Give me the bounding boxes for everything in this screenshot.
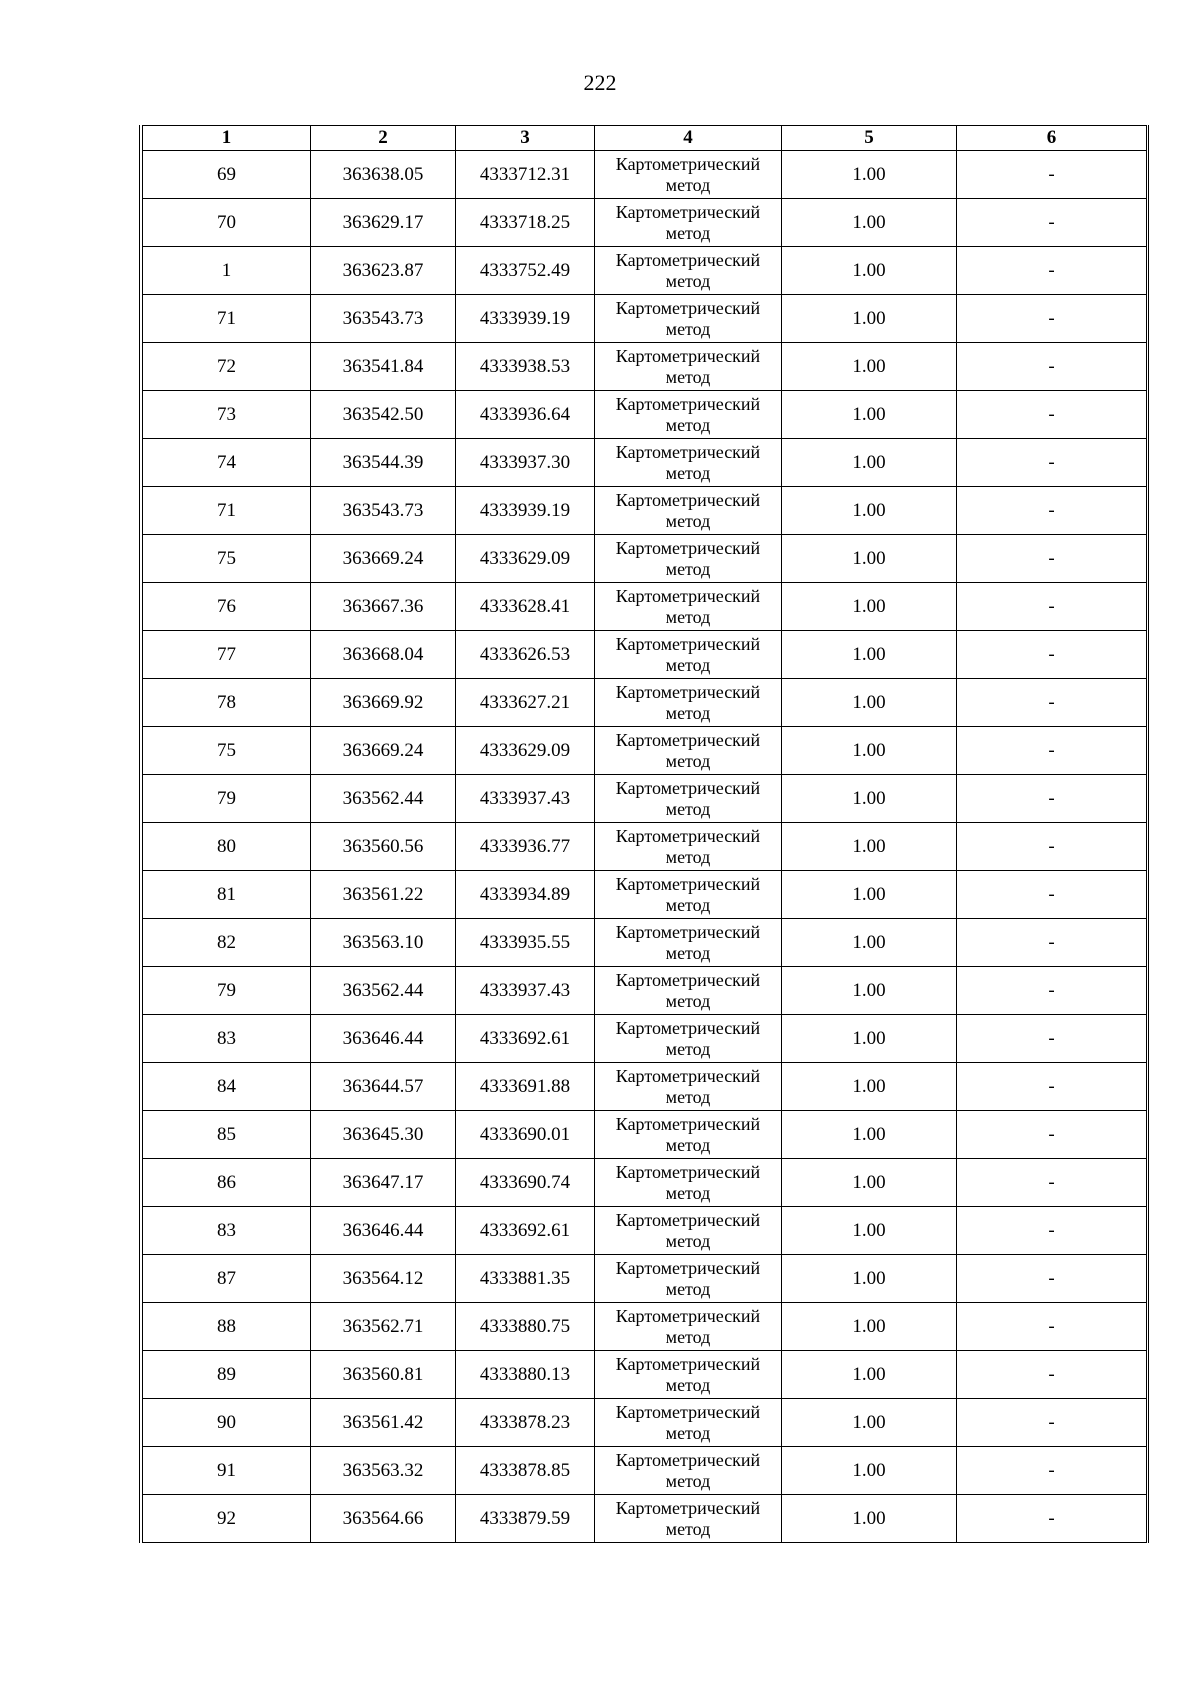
- cell-accuracy: 1.00: [782, 1063, 957, 1111]
- cell-x-coordinate: 363562.44: [311, 967, 456, 1015]
- cell-note: -: [957, 199, 1147, 247]
- cell-accuracy: 1.00: [782, 1111, 957, 1159]
- cell-x-coordinate: 363644.57: [311, 1063, 456, 1111]
- column-header-4: 4: [595, 126, 782, 151]
- cell-x-coordinate: 363543.73: [311, 295, 456, 343]
- cell-note: -: [957, 919, 1147, 967]
- table-row: [143, 631, 1147, 679]
- cell-y-coordinate: 4333880.13: [456, 1351, 595, 1399]
- cell-y-coordinate: 4333934.89: [456, 871, 595, 919]
- cell-note: -: [957, 391, 1147, 439]
- cell-note: -: [957, 487, 1147, 535]
- cell-method: Картометрический метод: [595, 343, 782, 391]
- cell-accuracy: 1.00: [782, 343, 957, 391]
- table-row: [143, 439, 1147, 487]
- table-row: [143, 295, 1147, 343]
- cell-method: Картометрический метод: [595, 391, 782, 439]
- column-header-1: 1: [143, 126, 311, 151]
- table-row: [143, 151, 1147, 199]
- cell-accuracy: 1.00: [782, 1207, 957, 1255]
- cell-accuracy: 1.00: [782, 679, 957, 727]
- table-row: [143, 247, 1147, 295]
- cell-method: Картометрический метод: [595, 151, 782, 199]
- column-header-5: 5: [782, 126, 957, 151]
- cell-note: -: [957, 1447, 1147, 1495]
- cell-point-number: 89: [143, 1351, 311, 1399]
- cell-y-coordinate: 4333938.53: [456, 343, 595, 391]
- cell-point-number: 1: [143, 247, 311, 295]
- cell-note: -: [957, 583, 1147, 631]
- cell-x-coordinate: 363560.56: [311, 823, 456, 871]
- cell-y-coordinate: 4333937.43: [456, 967, 595, 1015]
- cell-x-coordinate: 363645.30: [311, 1111, 456, 1159]
- cell-x-coordinate: 363623.87: [311, 247, 456, 295]
- cell-method: Картометрический метод: [595, 1255, 782, 1303]
- cell-method: Картометрический метод: [595, 295, 782, 343]
- cell-y-coordinate: 4333629.09: [456, 727, 595, 775]
- table-row: [143, 1495, 1147, 1543]
- cell-point-number: 76: [143, 583, 311, 631]
- table-row: [143, 823, 1147, 871]
- cell-accuracy: 1.00: [782, 391, 957, 439]
- cell-note: -: [957, 967, 1147, 1015]
- cell-x-coordinate: 363560.81: [311, 1351, 456, 1399]
- table-body: [143, 151, 1147, 1543]
- cell-x-coordinate: 363561.42: [311, 1399, 456, 1447]
- table-row: [143, 535, 1147, 583]
- cell-y-coordinate: 4333936.64: [456, 391, 595, 439]
- table-row: [143, 199, 1147, 247]
- cell-point-number: 72: [143, 343, 311, 391]
- table-row: [143, 487, 1147, 535]
- table-row: [143, 967, 1147, 1015]
- cell-method: Картометрический метод: [595, 583, 782, 631]
- cell-accuracy: 1.00: [782, 247, 957, 295]
- cell-accuracy: 1.00: [782, 871, 957, 919]
- table-row: [143, 1351, 1147, 1399]
- cell-y-coordinate: 4333936.77: [456, 823, 595, 871]
- cell-method: Картометрический метод: [595, 1159, 782, 1207]
- column-header-6: 6: [957, 126, 1147, 151]
- table-header-row: [143, 126, 1147, 151]
- cell-point-number: 73: [143, 391, 311, 439]
- cell-point-number: 74: [143, 439, 311, 487]
- cell-point-number: 80: [143, 823, 311, 871]
- cell-method: Картометрический метод: [595, 967, 782, 1015]
- cell-x-coordinate: 363541.84: [311, 343, 456, 391]
- cell-x-coordinate: 363563.32: [311, 1447, 456, 1495]
- cell-accuracy: 1.00: [782, 775, 957, 823]
- cell-y-coordinate: 4333939.19: [456, 295, 595, 343]
- cell-accuracy: 1.00: [782, 583, 957, 631]
- cell-accuracy: 1.00: [782, 1015, 957, 1063]
- cell-note: -: [957, 439, 1147, 487]
- cell-point-number: 79: [143, 775, 311, 823]
- cell-point-number: 70: [143, 199, 311, 247]
- table-row: [143, 391, 1147, 439]
- cell-accuracy: 1.00: [782, 631, 957, 679]
- cell-x-coordinate: 363629.17: [311, 199, 456, 247]
- cell-point-number: 83: [143, 1207, 311, 1255]
- cell-note: -: [957, 631, 1147, 679]
- cell-x-coordinate: 363563.10: [311, 919, 456, 967]
- cell-note: -: [957, 1495, 1147, 1543]
- cell-point-number: 88: [143, 1303, 311, 1351]
- table-row: [143, 1207, 1147, 1255]
- cell-point-number: 81: [143, 871, 311, 919]
- cell-note: -: [957, 1351, 1147, 1399]
- cell-accuracy: 1.00: [782, 1159, 957, 1207]
- cell-y-coordinate: 4333881.35: [456, 1255, 595, 1303]
- cell-note: -: [957, 775, 1147, 823]
- table-row: [143, 1255, 1147, 1303]
- cell-y-coordinate: 4333629.09: [456, 535, 595, 583]
- cell-y-coordinate: 4333878.23: [456, 1399, 595, 1447]
- cell-accuracy: 1.00: [782, 295, 957, 343]
- cell-y-coordinate: 4333752.49: [456, 247, 595, 295]
- cell-method: Картометрический метод: [595, 631, 782, 679]
- cell-y-coordinate: 4333690.01: [456, 1111, 595, 1159]
- cell-note: -: [957, 823, 1147, 871]
- cell-x-coordinate: 363668.04: [311, 631, 456, 679]
- cell-point-number: 75: [143, 727, 311, 775]
- cell-accuracy: 1.00: [782, 1255, 957, 1303]
- cell-point-number: 77: [143, 631, 311, 679]
- cell-point-number: 90: [143, 1399, 311, 1447]
- cell-x-coordinate: 363561.22: [311, 871, 456, 919]
- cell-note: -: [957, 1207, 1147, 1255]
- page-number: 222: [583, 70, 617, 95]
- cell-point-number: 82: [143, 919, 311, 967]
- cell-x-coordinate: 363647.17: [311, 1159, 456, 1207]
- cell-note: -: [957, 1111, 1147, 1159]
- cell-point-number: 83: [143, 1015, 311, 1063]
- cell-method: Картометрический метод: [595, 1447, 782, 1495]
- cell-y-coordinate: 4333692.61: [456, 1207, 595, 1255]
- cell-method: Картометрический метод: [595, 1399, 782, 1447]
- cell-x-coordinate: 363564.66: [311, 1495, 456, 1543]
- table-row: [143, 1063, 1147, 1111]
- cell-y-coordinate: 4333712.31: [456, 151, 595, 199]
- cell-method: Картометрический метод: [595, 1207, 782, 1255]
- cell-note: -: [957, 295, 1147, 343]
- table-row: [143, 775, 1147, 823]
- cell-method: Картометрический метод: [595, 1303, 782, 1351]
- cell-x-coordinate: 363669.24: [311, 535, 456, 583]
- cell-method: Картометрический метод: [595, 823, 782, 871]
- cell-note: -: [957, 1303, 1147, 1351]
- table-row: [143, 871, 1147, 919]
- cell-x-coordinate: 363669.24: [311, 727, 456, 775]
- cell-x-coordinate: 363667.36: [311, 583, 456, 631]
- cell-point-number: 87: [143, 1255, 311, 1303]
- cell-point-number: 71: [143, 295, 311, 343]
- cell-y-coordinate: 4333691.88: [456, 1063, 595, 1111]
- cell-accuracy: 1.00: [782, 535, 957, 583]
- cell-x-coordinate: 363646.44: [311, 1207, 456, 1255]
- cell-method: Картометрический метод: [595, 1495, 782, 1543]
- cell-point-number: 71: [143, 487, 311, 535]
- cell-note: -: [957, 679, 1147, 727]
- table-row: [143, 583, 1147, 631]
- cell-y-coordinate: 4333939.19: [456, 487, 595, 535]
- cell-point-number: 86: [143, 1159, 311, 1207]
- cell-accuracy: 1.00: [782, 1303, 957, 1351]
- cell-accuracy: 1.00: [782, 1447, 957, 1495]
- cell-point-number: 92: [143, 1495, 311, 1543]
- cell-y-coordinate: 4333879.59: [456, 1495, 595, 1543]
- table-row: [143, 1015, 1147, 1063]
- table-row: [143, 679, 1147, 727]
- table-row: [143, 919, 1147, 967]
- cell-method: Картометрический метод: [595, 871, 782, 919]
- cell-accuracy: 1.00: [782, 439, 957, 487]
- cell-method: Картометрический метод: [595, 1111, 782, 1159]
- cell-note: -: [957, 727, 1147, 775]
- cell-accuracy: 1.00: [782, 1351, 957, 1399]
- cell-x-coordinate: 363543.73: [311, 487, 456, 535]
- column-header-3: 3: [456, 126, 595, 151]
- cell-accuracy: 1.00: [782, 919, 957, 967]
- cell-y-coordinate: 4333937.43: [456, 775, 595, 823]
- cell-accuracy: 1.00: [782, 967, 957, 1015]
- cell-point-number: 69: [143, 151, 311, 199]
- cell-accuracy: 1.00: [782, 1399, 957, 1447]
- cell-y-coordinate: 4333935.55: [456, 919, 595, 967]
- cell-x-coordinate: 363542.50: [311, 391, 456, 439]
- cell-method: Картометрический метод: [595, 487, 782, 535]
- table-row: [143, 1159, 1147, 1207]
- cell-method: Картометрический метод: [595, 1015, 782, 1063]
- cell-method: Картометрический метод: [595, 535, 782, 583]
- cell-method: Картометрический метод: [595, 679, 782, 727]
- cell-method: Картометрический метод: [595, 775, 782, 823]
- table-row: [143, 1303, 1147, 1351]
- cell-method: Картометрический метод: [595, 247, 782, 295]
- cell-y-coordinate: 4333880.75: [456, 1303, 595, 1351]
- cell-note: -: [957, 343, 1147, 391]
- cell-note: -: [957, 1399, 1147, 1447]
- cell-method: Картометрический метод: [595, 1351, 782, 1399]
- cell-y-coordinate: 4333937.30: [456, 439, 595, 487]
- cell-method: Картометрический метод: [595, 1063, 782, 1111]
- cell-x-coordinate: 363562.71: [311, 1303, 456, 1351]
- cell-note: -: [957, 1015, 1147, 1063]
- cell-x-coordinate: 363562.44: [311, 775, 456, 823]
- cell-accuracy: 1.00: [782, 823, 957, 871]
- cell-point-number: 85: [143, 1111, 311, 1159]
- cell-y-coordinate: 4333718.25: [456, 199, 595, 247]
- cell-accuracy: 1.00: [782, 487, 957, 535]
- coordinates-table: [142, 125, 1147, 1543]
- cell-point-number: 91: [143, 1447, 311, 1495]
- cell-accuracy: 1.00: [782, 727, 957, 775]
- cell-accuracy: 1.00: [782, 199, 957, 247]
- cell-y-coordinate: 4333628.41: [456, 583, 595, 631]
- cell-note: -: [957, 535, 1147, 583]
- cell-x-coordinate: 363544.39: [311, 439, 456, 487]
- cell-point-number: 84: [143, 1063, 311, 1111]
- cell-note: -: [957, 1063, 1147, 1111]
- table-row: [143, 1399, 1147, 1447]
- table-row: [143, 727, 1147, 775]
- cell-accuracy: 1.00: [782, 1495, 957, 1543]
- cell-method: Картометрический метод: [595, 439, 782, 487]
- table-row: [143, 1111, 1147, 1159]
- cell-note: -: [957, 1255, 1147, 1303]
- cell-y-coordinate: 4333878.85: [456, 1447, 595, 1495]
- cell-point-number: 78: [143, 679, 311, 727]
- cell-x-coordinate: 363669.92: [311, 679, 456, 727]
- coordinates-table-wrapper: [139, 125, 1149, 1543]
- cell-accuracy: 1.00: [782, 151, 957, 199]
- cell-y-coordinate: 4333692.61: [456, 1015, 595, 1063]
- cell-method: Картометрический метод: [595, 199, 782, 247]
- cell-note: -: [957, 1159, 1147, 1207]
- cell-note: -: [957, 871, 1147, 919]
- cell-y-coordinate: 4333690.74: [456, 1159, 595, 1207]
- cell-point-number: 79: [143, 967, 311, 1015]
- cell-note: -: [957, 247, 1147, 295]
- table-row: [143, 343, 1147, 391]
- cell-note: -: [957, 151, 1147, 199]
- cell-x-coordinate: 363564.12: [311, 1255, 456, 1303]
- column-header-2: 2: [311, 126, 456, 151]
- cell-method: Картометрический метод: [595, 919, 782, 967]
- table-row: [143, 1447, 1147, 1495]
- cell-y-coordinate: 4333626.53: [456, 631, 595, 679]
- cell-x-coordinate: 363646.44: [311, 1015, 456, 1063]
- cell-x-coordinate: 363638.05: [311, 151, 456, 199]
- cell-point-number: 75: [143, 535, 311, 583]
- cell-y-coordinate: 4333627.21: [456, 679, 595, 727]
- cell-method: Картометрический метод: [595, 727, 782, 775]
